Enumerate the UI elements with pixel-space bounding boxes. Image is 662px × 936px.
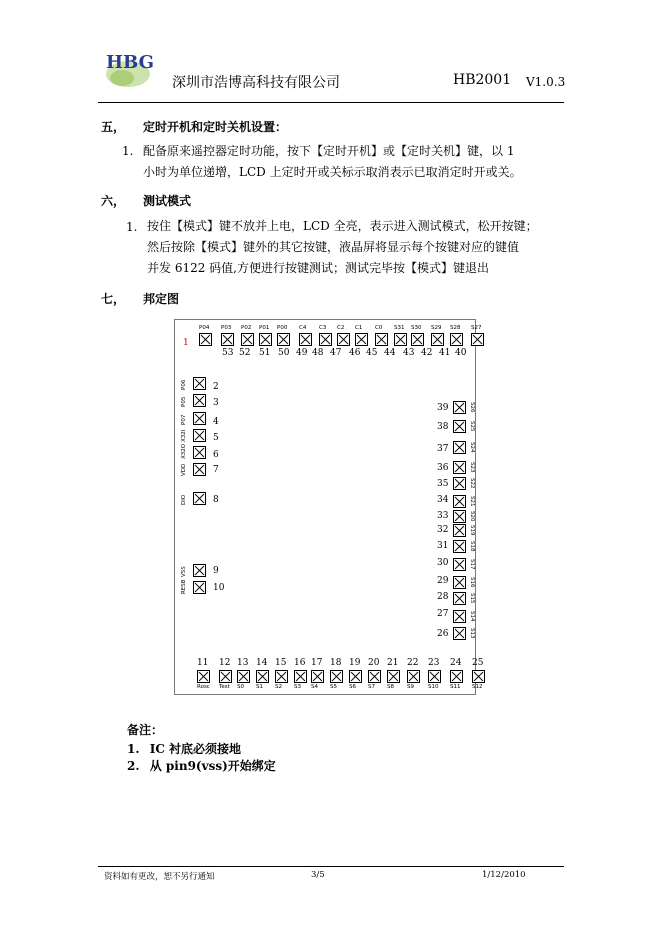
bond-pad	[311, 670, 324, 683]
pin-label: P03	[221, 325, 232, 331]
company-name: 深圳市浩博高科技有限公司	[172, 75, 340, 91]
bond-pad	[453, 592, 466, 605]
bond-pad	[193, 463, 206, 476]
pin-label: S3	[294, 684, 301, 690]
pin-number: 44	[384, 348, 396, 358]
pin-label: S19	[469, 525, 475, 536]
pin-number: 11	[197, 658, 209, 668]
pin-label: X32O	[181, 443, 187, 459]
pin-number: 27	[437, 609, 449, 619]
pin-label: P06	[181, 379, 187, 390]
pin-number: 19	[349, 658, 361, 668]
bond-pad	[471, 333, 484, 346]
pin-number: 6	[213, 450, 219, 460]
pin-label: S10	[428, 684, 439, 690]
note-text: 从 pin9(vss)开始绑定	[149, 759, 276, 773]
section-6-paragraph	[147, 216, 567, 279]
pin-label: S26	[469, 402, 475, 413]
pin-label: S21	[469, 496, 475, 507]
pin-label: S31	[394, 325, 405, 331]
bond-pad	[375, 333, 388, 346]
bond-pad	[368, 670, 381, 683]
pin-label: S20	[469, 511, 475, 522]
pin-number: 43	[403, 348, 415, 358]
section-number: 六，	[101, 194, 126, 208]
pin-number: 20	[368, 658, 380, 668]
item-number: 1.	[122, 144, 134, 158]
pin-label: S23	[469, 462, 475, 473]
pin-label: P00	[277, 325, 288, 331]
pin-number: 30	[437, 558, 449, 568]
text-line: 配备原来遥控器定时功能，按下【定时开机】或【定时关机】键，以 1	[143, 144, 515, 158]
bond-pad	[197, 670, 210, 683]
bond-pad	[453, 461, 466, 474]
pin-number: 42	[421, 348, 433, 358]
pin-number: 5	[213, 433, 219, 443]
pin-label: S7	[368, 684, 375, 690]
bond-pad	[453, 510, 466, 523]
pin-number: 47	[330, 348, 342, 358]
pin-number: 48	[312, 348, 324, 358]
bond-pad	[193, 429, 206, 442]
pin-number: 13	[237, 658, 249, 668]
pin-number: 35	[437, 479, 449, 489]
bond-pad	[275, 670, 288, 683]
section-title: 定时开机和定时关机设置：	[143, 120, 288, 134]
bond-pad	[337, 333, 350, 346]
pin-label: C1	[355, 325, 363, 331]
pin-label: S8	[387, 684, 394, 690]
bond-pad	[193, 377, 206, 390]
pin-label: C4	[299, 325, 307, 331]
model-number: HB2001	[453, 72, 512, 88]
bonding-diagram	[174, 319, 484, 695]
bond-pad	[193, 492, 206, 505]
section-title: 测试模式	[143, 194, 192, 208]
bond-pad	[407, 670, 420, 683]
pin-number: 41	[439, 348, 451, 358]
section-number: 七，	[101, 292, 126, 306]
pin-number: 53	[222, 348, 234, 358]
pin-label: S27	[471, 325, 482, 331]
bond-pad	[241, 333, 254, 346]
bond-pad	[453, 401, 466, 414]
bond-pad	[193, 394, 206, 407]
bond-pad	[256, 670, 269, 683]
bond-pad	[193, 564, 206, 577]
text-line: 按住【模式】键不放并上电，LCD 全亮，表示进入测试模式，松开按键；	[147, 219, 538, 233]
version: V1.0.3	[526, 75, 566, 89]
bond-pad	[431, 333, 444, 346]
pin-number: 17	[311, 658, 323, 668]
section-title: 邦定图	[143, 292, 180, 306]
pin-number: 3	[213, 398, 219, 408]
pin-label: S2	[275, 684, 282, 690]
pin-label: S30	[411, 325, 422, 331]
pin-number: 52	[239, 348, 251, 358]
pin-number: 15	[275, 658, 287, 668]
pin-number: 39	[437, 403, 449, 413]
pin-label: S13	[469, 628, 475, 639]
pin-number: 4	[213, 417, 219, 427]
pin-number: 22	[407, 658, 419, 668]
pin-label: S15	[469, 593, 475, 604]
pin-number: 2	[213, 382, 219, 392]
pin-label: S25	[469, 421, 475, 432]
note-text: IC 衬底必须接地	[149, 742, 242, 756]
bond-pad	[411, 333, 424, 346]
pin-number: 51	[259, 348, 271, 358]
bond-pad	[453, 477, 466, 490]
pin-number: 32	[437, 525, 449, 535]
pin-label: P07	[181, 414, 187, 425]
bond-pad	[277, 333, 290, 346]
pin-number: 10	[213, 583, 225, 593]
bond-pad	[319, 333, 332, 346]
pin-label: S1	[256, 684, 263, 690]
bond-pad	[428, 670, 441, 683]
bond-pad	[472, 670, 485, 683]
bond-pad	[330, 670, 343, 683]
pin-label: S5	[330, 684, 337, 690]
pin-label: S16	[469, 577, 475, 588]
bond-pad	[453, 495, 466, 508]
item-number: 1.	[126, 220, 138, 234]
section-6-heading	[101, 192, 501, 208]
bond-pad	[450, 333, 463, 346]
pin-number: 21	[387, 658, 399, 668]
pin-number: 46	[349, 348, 361, 358]
pin-label: S12	[472, 684, 483, 690]
bond-pad	[453, 540, 466, 553]
pin-label: S22	[469, 478, 475, 489]
bond-pad	[237, 670, 250, 683]
pin-number: 40	[455, 348, 467, 358]
bond-pad	[453, 627, 466, 640]
footer-date: 1/12/2010	[482, 870, 526, 880]
pin-label: S0	[237, 684, 244, 690]
pin-label: S14	[469, 611, 475, 622]
note-number: 2.	[127, 759, 140, 773]
text-line: 然后按除【模式】键外的其它按键，液晶屏将显示每个按键对应的键值	[147, 240, 520, 254]
section-5-paragraph	[143, 141, 573, 183]
header-divider	[98, 102, 564, 103]
bond-pad	[453, 420, 466, 433]
pin-number: 28	[437, 592, 449, 602]
note-item	[127, 757, 276, 774]
bond-pad	[355, 333, 368, 346]
pin-label: S6	[349, 684, 356, 690]
pin-label: VDD	[181, 463, 187, 476]
bond-pad	[453, 441, 466, 454]
pin-number: 37	[437, 444, 449, 454]
pin-label: C3	[319, 325, 327, 331]
pin-label: S4	[311, 684, 318, 690]
bond-pad	[450, 670, 463, 683]
bond-pad	[299, 333, 312, 346]
pin-number: 23	[428, 658, 440, 668]
pin-label: S28	[450, 325, 461, 331]
note-number: 1.	[127, 742, 140, 756]
text-line: 并发 6122 码值,方便进行按键测试；测试完毕按【模式】键退出	[147, 261, 489, 275]
pin-number: 9	[213, 566, 219, 576]
section-7-heading	[101, 290, 501, 306]
bond-pad	[221, 333, 234, 346]
pin-number: 50	[278, 348, 290, 358]
bond-pad	[349, 670, 362, 683]
footer-page-number: 3/5	[311, 870, 325, 880]
bond-pad	[453, 524, 466, 537]
pin-label: P01	[259, 325, 270, 331]
pin-number: 29	[437, 576, 449, 586]
footer-divider	[98, 866, 564, 867]
pin-number: 26	[437, 629, 449, 639]
svg-text:HBG: HBG	[106, 52, 154, 73]
pin-number: 36	[437, 463, 449, 473]
bond-pad	[387, 670, 400, 683]
note-item	[127, 740, 241, 757]
text-line: 小时为单位递增，LCD 上定时开或关标示取消表示已取消定时开或关。	[143, 165, 522, 179]
pin-number: 25	[472, 658, 484, 668]
pin-number: 24	[450, 658, 462, 668]
pin-label: S11	[450, 684, 461, 690]
bond-pad	[193, 446, 206, 459]
pin-number: 1	[183, 338, 189, 348]
pin-label: C0	[375, 325, 383, 331]
pin-label: Rosc	[197, 684, 210, 690]
company-logo	[104, 44, 156, 92]
pin-label: P04	[199, 325, 210, 331]
pin-number: 31	[437, 541, 449, 551]
pin-label: Test	[219, 684, 230, 690]
pin-label: DIO	[181, 494, 187, 505]
bond-pad	[199, 333, 212, 346]
pin-label: RESB	[181, 579, 187, 594]
pin-number: 7	[213, 465, 219, 475]
bond-pad	[453, 610, 466, 623]
bond-pad	[294, 670, 307, 683]
pin-label: VSS	[181, 566, 187, 577]
pin-label: P05	[181, 396, 187, 407]
section-5-heading	[101, 118, 501, 134]
pin-label: S18	[469, 541, 475, 552]
section-number: 五，	[101, 120, 126, 134]
pin-label: S29	[431, 325, 442, 331]
pin-label: P02	[241, 325, 252, 331]
pin-number: 49	[296, 348, 308, 358]
bond-pad	[193, 412, 206, 425]
pin-label: S24	[469, 442, 475, 453]
pin-number: 45	[366, 348, 378, 358]
pin-number: 12	[219, 658, 231, 668]
bond-pad	[453, 558, 466, 571]
bond-pad	[453, 576, 466, 589]
pin-label: S9	[407, 684, 414, 690]
pin-number: 38	[437, 422, 449, 432]
pin-label: X32I	[181, 429, 187, 442]
bond-pad	[219, 670, 232, 683]
pin-number: 16	[294, 658, 306, 668]
pin-number: 14	[256, 658, 268, 668]
pin-number: 33	[437, 511, 449, 521]
notes-title: 备注：	[127, 723, 164, 737]
pin-number: 8	[213, 495, 219, 505]
pin-label: C2	[337, 325, 345, 331]
pin-label: S17	[469, 559, 475, 570]
bond-pad	[394, 333, 407, 346]
pin-number: 34	[437, 495, 449, 505]
pin-number: 18	[330, 658, 342, 668]
bond-pad	[193, 581, 206, 594]
footer-notice: 资料如有更改，恕不另行通知	[104, 872, 215, 882]
bond-pad	[259, 333, 272, 346]
